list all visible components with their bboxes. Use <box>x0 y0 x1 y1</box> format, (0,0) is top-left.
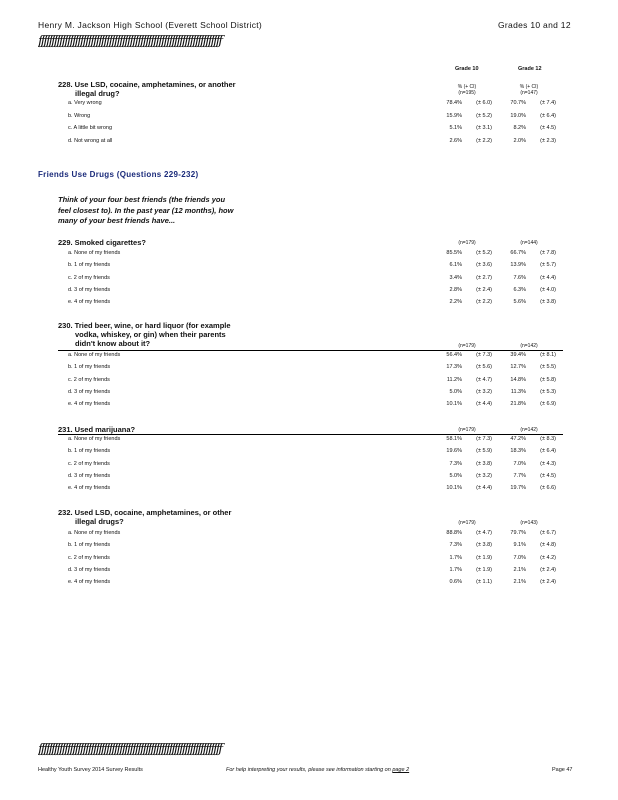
grade10-percent: 17.3% <box>446 364 462 371</box>
grade10-ci: (± 6.0) <box>476 100 492 106</box>
q229-title <box>58 238 146 247</box>
grade12-ci: (± 6.6) <box>540 485 556 492</box>
q230-title-line1: 230. Tried beer, wine, or hard liquor (for example <box>58 321 231 330</box>
grade12-ci: (± 4.4) <box>540 274 556 281</box>
grade10-ci: (± 3.2) <box>476 388 492 395</box>
grade12-percent: 5.6% <box>513 299 526 306</box>
table-row <box>0 250 618 260</box>
q232-title-line1: 232. Used LSD, cocaine, amphetamines, or other <box>58 508 232 517</box>
table-row <box>0 579 618 589</box>
grade10-percent: 3.4% <box>449 274 462 281</box>
q229-n10: (n=179) <box>458 240 476 246</box>
row-label: b. 1 of my friends <box>68 364 111 371</box>
grade10-ci: (± 1.1) <box>476 579 492 586</box>
grade12-percent: 7.7% <box>513 472 526 479</box>
grade12-percent: 6.3% <box>513 286 526 293</box>
grade10-percent: 1.7% <box>449 554 462 561</box>
grade10-ci: (± 3.2) <box>476 472 492 479</box>
row-label: e. 4 of my friends <box>68 485 111 492</box>
q232-title-line2: illegal drugs? <box>75 517 124 526</box>
grade12-ci: (± 4.5) <box>540 472 556 479</box>
grade12-percent: 66.7% <box>510 250 526 256</box>
grade10-ci: (± 4.7) <box>476 376 492 383</box>
grade12-percent: 9.1% <box>513 542 526 549</box>
section-intro-line1: Think of your four best friends (the friends you <box>58 195 226 204</box>
grade10-percent: 78.4% <box>446 100 462 106</box>
grade12-ci: (± 8.1) <box>540 352 556 358</box>
grade10-ci: (± 3.8) <box>476 542 492 549</box>
section-intro-line2: feel closest to). In the past year (12 months), how <box>58 205 234 215</box>
grade10-percent: 15.9% <box>446 112 462 119</box>
q232-title <box>58 508 231 526</box>
grade10-percent: 2.8% <box>449 286 462 293</box>
row-label: c. A little bit wrong <box>68 125 113 131</box>
footer-help-message: For help interpreting your results, please see information starting on <box>226 767 391 773</box>
row-label: e. 4 of my friends <box>68 579 111 586</box>
grade10-percent: 7.3% <box>449 460 462 467</box>
grade12-percent: 18.3% <box>510 448 526 455</box>
grade12-ci: (± 4.8) <box>540 542 556 549</box>
q231-divider <box>58 434 563 435</box>
grade12-percent: 21.8% <box>510 401 526 408</box>
row-label: a. None of my friends <box>68 436 121 442</box>
table-row <box>0 113 618 123</box>
grade10-ci: (± 5.2) <box>476 112 492 119</box>
grade12-percent: 39.4% <box>510 352 526 358</box>
grade10-ci: (± 5.2) <box>476 250 492 256</box>
grade10-percent: 19.6% <box>446 448 462 455</box>
q230-title-line2: vodka, whiskey, or gin) when their parents <box>75 330 226 339</box>
grade10-ci: (± 1.9) <box>476 554 492 561</box>
footer-page-link[interactable]: page 2 <box>392 767 410 773</box>
table-row <box>0 542 618 552</box>
grade12-ci: (± 6.9) <box>540 401 556 408</box>
grade10-percent: 0.6% <box>449 579 462 586</box>
grade10-percent: 10.1% <box>446 485 462 492</box>
grade10-ci: (± 2.7) <box>476 274 492 281</box>
ci-label: % (+ CI) <box>519 84 539 90</box>
grade12-percent: 11.3% <box>510 388 526 395</box>
row-label: a. None of my friends <box>68 352 121 358</box>
q228-title-line1: 228. Use LSD, cocaine, amphetamines, or another <box>58 80 236 89</box>
q229-n12: (n=144) <box>520 240 538 246</box>
q230-title-line3: didn't know about it? <box>75 339 151 348</box>
decor-line-bottom: ƒƒƒƒƒƒƒƒƒƒƒƒƒƒƒƒƒƒƒƒƒƒƒƒƒƒƒƒƒƒƒƒƒƒƒƒƒƒƒƒƒƒƒƒƒƒƒƒƒƒƒƒƒƒƒƒƒƒƒƒƒƒƒƒƒƒƒƒƒƒ <box>38 742 221 757</box>
grade10-percent: 1.7% <box>449 566 462 573</box>
grade12-percent: 79.7% <box>510 530 526 536</box>
grade10-percent: 88.8% <box>446 530 462 536</box>
grade12-percent: 7.6% <box>513 274 526 281</box>
table-row <box>0 555 618 565</box>
grade10-percent: 5.1% <box>449 125 462 131</box>
grade10-ci: (± 1.9) <box>476 566 492 573</box>
q228-n10: (n=195) <box>458 90 476 96</box>
grade12-ci: (± 5.8) <box>540 376 556 383</box>
row-label: c. 2 of my friends <box>68 460 110 467</box>
row-label: d. 3 of my friends <box>68 388 111 395</box>
q230-title <box>58 321 231 348</box>
q228-title-line2: illegal drug? <box>75 89 120 98</box>
table-row <box>0 364 618 374</box>
grade12-percent: 19.7% <box>510 485 526 492</box>
grade10-ci: (± 5.9) <box>476 448 492 455</box>
grade10-ci: (± 3.1) <box>476 125 492 131</box>
table-row <box>0 436 618 446</box>
report-header-grades: Grades 10 and 12 <box>498 20 571 30</box>
q228-g12-subheader <box>509 84 549 96</box>
table-row <box>0 401 618 411</box>
grade10-percent: 10.1% <box>446 401 462 408</box>
report-header-school: Henry M. Jackson High School (Everett School District) <box>38 20 263 30</box>
grade12-ci: (± 6.7) <box>540 530 556 536</box>
grade10-ci: (± 2.4) <box>476 286 492 293</box>
grade10-percent: 11.2% <box>446 376 462 383</box>
table-row <box>0 100 618 110</box>
row-label: d. 3 of my friends <box>68 566 111 573</box>
grade10-percent: 85.5% <box>446 250 462 256</box>
q232-n10: (n=179) <box>458 520 476 526</box>
q229-title-line1: 229. Smoked cigarettes? <box>58 238 146 247</box>
q230-divider <box>58 350 563 351</box>
grade12-ci: (± 2.3) <box>540 137 556 144</box>
grade12-ci: (± 3.8) <box>540 299 556 306</box>
grade12-ci: (± 6.4) <box>540 112 556 119</box>
grade12-ci: (± 2.4) <box>540 579 556 586</box>
grade10-ci: (± 4.4) <box>476 485 492 492</box>
grade10-percent: 2.2% <box>449 299 462 306</box>
grade12-ci: (± 5.5) <box>540 364 556 371</box>
row-label: c. 2 of my friends <box>68 376 110 383</box>
grade12-percent: 70.7% <box>510 100 526 106</box>
grade12-percent: 19.0% <box>510 112 526 119</box>
grade12-ci: (± 2.4) <box>540 566 556 573</box>
grade12-percent: 2.1% <box>513 579 526 586</box>
table-row <box>0 125 618 135</box>
grade12-header: Grade 12 <box>518 66 542 72</box>
section-title: Friends Use Drugs (Questions 229-232) <box>38 170 199 179</box>
table-row <box>0 275 618 285</box>
row-label: d. 3 of my friends <box>68 472 111 479</box>
row-label: a. Very wrong <box>68 100 102 106</box>
q230-n12: (n=142) <box>520 343 538 349</box>
ci-label: % (+ CI) <box>457 84 477 90</box>
table-row <box>0 138 618 148</box>
table-row <box>0 262 618 272</box>
grade12-percent: 8.2% <box>513 125 526 131</box>
grade10-percent: 7.3% <box>449 542 462 549</box>
grade10-ci: (± 3.8) <box>476 460 492 467</box>
q231-title-line1: 231. Used marijuana? <box>58 425 136 434</box>
grade10-ci: (± 5.6) <box>476 364 492 371</box>
footer-survey-name: Healthy Youth Survey 2014 Survey Results <box>38 767 143 773</box>
row-label: b. 1 of my friends <box>68 448 111 455</box>
row-label: b. 1 of my friends <box>68 542 111 549</box>
grade10-ci: (± 4.4) <box>476 401 492 408</box>
q231-title <box>58 425 135 434</box>
q228-title <box>58 80 236 98</box>
row-label: d. Not wrong at all <box>68 137 113 144</box>
grade10-ci: (± 7.3) <box>476 436 492 442</box>
section-intro-line3: many of your best friends have... <box>58 216 176 225</box>
row-label: a. None of my friends <box>68 530 121 536</box>
grade12-percent: 12.7% <box>510 364 526 371</box>
grade10-ci: (± 4.7) <box>476 530 492 536</box>
table-row <box>0 567 618 577</box>
grade12-percent: 2.1% <box>513 566 526 573</box>
grade12-ci: (± 5.3) <box>540 388 556 395</box>
row-label: a. None of my friends <box>68 250 121 256</box>
table-row <box>0 389 618 399</box>
grade10-ci: (± 2.2) <box>476 137 492 144</box>
grade12-ci: (± 6.4) <box>540 448 556 455</box>
table-row <box>0 352 618 362</box>
grade12-percent: 7.0% <box>513 460 526 467</box>
grade10-percent: 6.1% <box>449 262 462 269</box>
table-row <box>0 287 618 297</box>
decor-line-top: ƒƒƒƒƒƒƒƒƒƒƒƒƒƒƒƒƒƒƒƒƒƒƒƒƒƒƒƒƒƒƒƒƒƒƒƒƒƒƒƒƒƒƒƒƒƒƒƒƒƒƒƒƒƒƒƒƒƒƒƒƒƒƒƒƒƒƒƒƒƒ <box>38 34 221 49</box>
grade10-percent: 58.1% <box>446 436 462 442</box>
grade12-ci: (± 5.7) <box>540 262 556 269</box>
grade10-percent: 56.4% <box>446 352 462 358</box>
table-row <box>0 377 618 387</box>
row-label: e. 4 of my friends <box>68 299 111 306</box>
section-intro <box>58 195 233 227</box>
q228-n12: (n=147) <box>520 90 538 96</box>
row-label: e. 4 of my friends <box>68 401 111 408</box>
grade12-percent: 47.2% <box>510 436 526 442</box>
q228-g10-subheader <box>447 84 487 96</box>
row-label: c. 2 of my friends <box>68 554 110 561</box>
table-row <box>0 473 618 483</box>
grade12-ci: (± 7.8) <box>540 250 556 256</box>
table-row <box>0 448 618 458</box>
grade10-percent: 5.0% <box>449 472 462 479</box>
grade10-ci: (± 7.3) <box>476 352 492 358</box>
grade12-percent: 13.9% <box>510 262 526 269</box>
q231-n12: (n=142) <box>520 427 538 433</box>
grade10-ci: (± 2.2) <box>476 299 492 306</box>
table-row <box>0 299 618 309</box>
grade10-percent: 5.0% <box>449 388 462 395</box>
grade12-ci: (± 8.3) <box>540 436 556 442</box>
grade12-ci: (± 4.5) <box>540 125 556 131</box>
grade12-ci: (± 7.4) <box>540 100 556 106</box>
grade10-header: Grade 10 <box>455 66 479 72</box>
grade12-ci: (± 4.0) <box>540 286 556 293</box>
table-row <box>0 461 618 471</box>
footer-page-number: Page 47 <box>552 767 573 773</box>
grade12-ci: (± 4.3) <box>540 460 556 467</box>
q232-n12: (n=143) <box>520 520 538 526</box>
footer-help-text <box>226 767 409 773</box>
row-label: c. 2 of my friends <box>68 274 110 281</box>
grade12-percent: 2.0% <box>513 137 526 144</box>
q231-n10: (n=179) <box>458 427 476 433</box>
table-row <box>0 485 618 495</box>
grade12-ci: (± 4.2) <box>540 554 556 561</box>
grade10-ci: (± 3.6) <box>476 262 492 269</box>
grade12-percent: 14.8% <box>510 376 526 383</box>
row-label: d. 3 of my friends <box>68 286 111 293</box>
grade10-percent: 2.6% <box>449 137 462 144</box>
row-label: b. 1 of my friends <box>68 262 111 269</box>
grade12-percent: 7.0% <box>513 554 526 561</box>
q230-n10: (n=179) <box>458 343 476 349</box>
table-row <box>0 530 618 540</box>
row-label: b. Wrong <box>68 112 91 119</box>
